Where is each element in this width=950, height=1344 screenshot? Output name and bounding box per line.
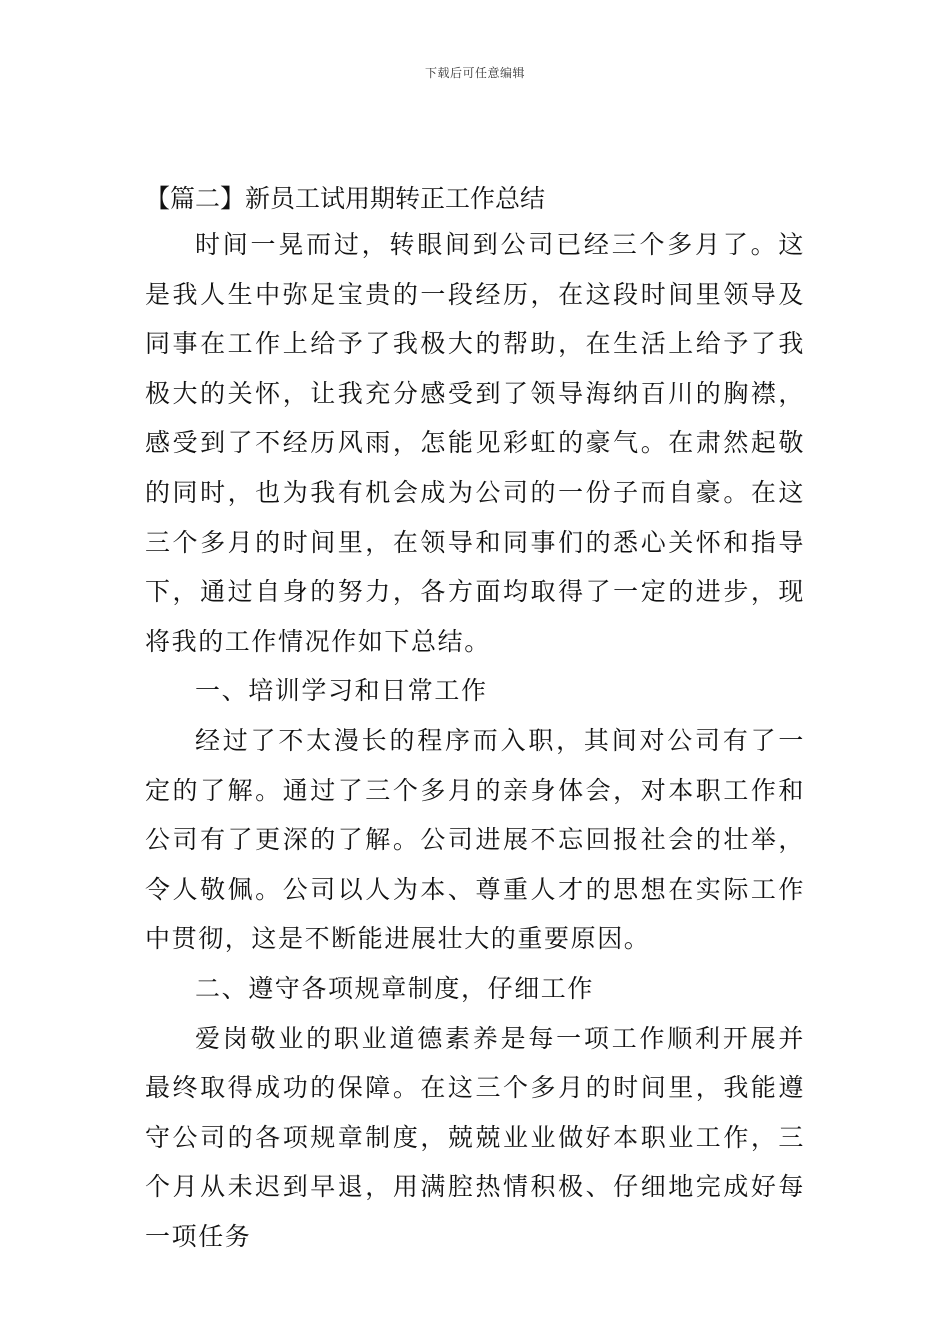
section-body-training: 经过了不太漫长的程序而入职，其间对公司有了一定的了解。通过了三个多月的亲身体会，对本职工作和公司有了更深的了解。公司进展不忘回报社会的壮举，令人敬佩。公司以人为本、尊重人才的思想在实际工作中贯彻，这是不断能进展壮大的重要原因。 [145,725,805,954]
document-title: 【篇二】新员工试用期转正工作总结 [145,184,546,213]
section-heading-rules: 二、遵守各项规章制度，仔细工作 [195,973,595,1003]
header-note: 下载后可任意编辑 [424,66,525,80]
intro-paragraph: 时间一晃而过，转眼间到公司已经三个多月了。这是我人生中弥足宝贵的一段经历，在这段时间里领导及同事在工作上给予了我极大的帮助，在生活上给予了我极大的关怀，让我充分感受到了领导海纳百川的胸襟，感受到了不经历风雨，怎能见彩虹的豪气。在肃然起敬的同时，也为我有机会成为公司的一份子而自豪。在这三个多月的时间里，在领导和同事们的悉心关怀和指导下，通过自身的努力，各方面均取得了一定的进步，现将我的工作情况作如下总结。 [145,230,805,656]
document-body [145,178,805,1261]
section-body-rules: 爱岗敬业的职业道德素养是每一项工作顺利开展并最终取得成功的保障。在这三个多月的时间里，我能遵守公司的各项规章制度，兢兢业业做好本职业工作，三个月从未迟到早退，用满腔热情积极、仔细地完成好每一项任务 [145,1023,805,1251]
section-heading-training: 一、培训学习和日常工作 [195,676,488,706]
